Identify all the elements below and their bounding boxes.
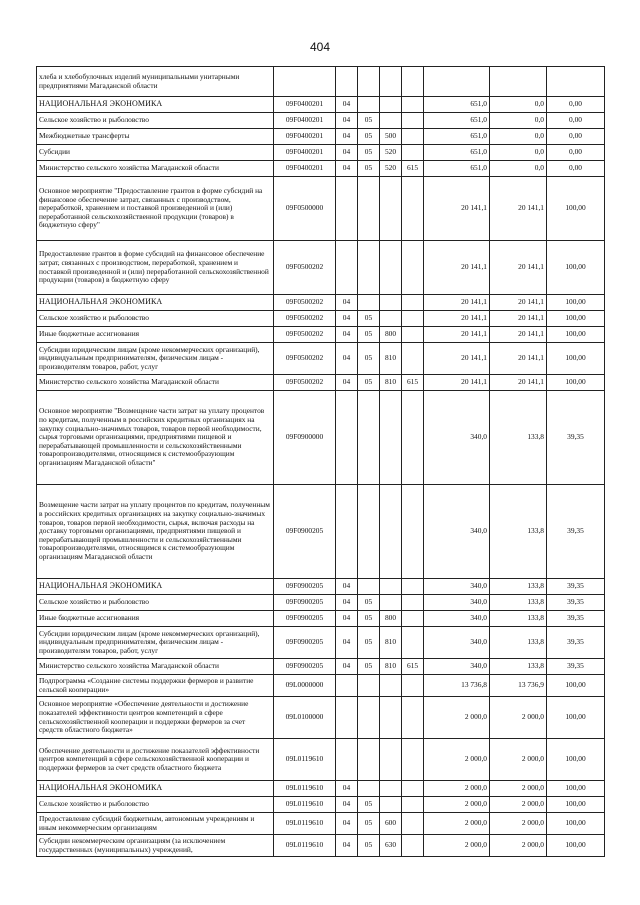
target-article-code-cell: 09F0900000 xyxy=(274,391,336,485)
target-article-code-cell: 09F0900205 xyxy=(274,611,336,627)
subsection-code-cell: 05 xyxy=(358,113,380,129)
section-code-cell: 04 xyxy=(336,327,358,343)
row-name-cell: Сельское хозяйство и рыболовство xyxy=(37,113,274,129)
row-name-cell: Межбюджетные трансферты xyxy=(37,129,274,145)
execution-percent-cell: 100,00 xyxy=(547,675,605,697)
expense-type-code-cell xyxy=(380,675,402,697)
subsection-code-cell: 05 xyxy=(358,659,380,675)
expense-type-code-cell: 810 xyxy=(380,659,402,675)
planned-amount-cell: 340,0 xyxy=(424,391,490,485)
actual-amount-cell: 2 000,0 xyxy=(490,797,547,813)
row-name-cell: НАЦИОНАЛЬНАЯ ЭКОНОМИКА xyxy=(37,781,274,797)
execution-percent-cell: 100,00 xyxy=(547,781,605,797)
section-code-cell: 04 xyxy=(336,659,358,675)
subsection-code-cell: 05 xyxy=(358,129,380,145)
planned-amount-cell: 651,0 xyxy=(424,145,490,161)
subsection-code-cell xyxy=(358,485,380,579)
target-article-code-cell: 09F0400201 xyxy=(274,145,336,161)
table-row xyxy=(37,797,605,813)
row-name-cell: Субсидии юридическим лицам (кроме некоммерческих организаций), индивидуальным предпринимателям, физическим лицам - производителям товаров, работ, услуг xyxy=(37,627,274,659)
target-article-code-cell: 09F0900205 xyxy=(274,579,336,595)
section-code-cell: 04 xyxy=(336,145,358,161)
target-article-code-cell: 09F0500202 xyxy=(274,327,336,343)
row-name-cell: Основное мероприятие "Возмещение части затрат на уплату процентов по кредитам, полученным в российских кредитных организациях на закупку социально-значимых товаров, товаров первой необходимости, сырья торговыми организациями, предприятиями пищевой и перерабатывающей промышленности и сельскохозяйственными товаропроизводителями, относящимся к системообразующим организациям Магаданской области" xyxy=(37,391,274,485)
ministry-code-cell xyxy=(402,675,424,697)
subsection-code-cell: 05 xyxy=(358,797,380,813)
row-name-cell: Субсидии xyxy=(37,145,274,161)
table-row xyxy=(37,739,605,781)
section-code-cell: 04 xyxy=(336,113,358,129)
subsection-code-cell xyxy=(358,391,380,485)
actual-amount-cell: 133,8 xyxy=(490,659,547,675)
ministry-code-cell xyxy=(402,485,424,579)
subsection-code-cell: 05 xyxy=(358,327,380,343)
table-row xyxy=(37,579,605,595)
target-article-code-cell: 09F0500202 xyxy=(274,343,336,375)
planned-amount-cell: 13 736,8 xyxy=(424,675,490,697)
execution-percent-cell: 100,00 xyxy=(547,311,605,327)
subsection-code-cell xyxy=(358,97,380,113)
ministry-code-cell xyxy=(402,129,424,145)
row-name-cell: Субсидии юридическим лицам (кроме некоммерческих организаций), индивидуальным предпринимателям, физическим лицам - производителям товаров, работ, услуг xyxy=(37,343,274,375)
planned-amount-cell: 2 000,0 xyxy=(424,697,490,739)
execution-percent-cell: 100,00 xyxy=(547,697,605,739)
ministry-code-cell: 615 xyxy=(402,659,424,675)
ministry-code-cell xyxy=(402,67,424,97)
row-name-cell: Обеспечение деятельности и достижение показателей эффективности центров компетенций в сфере сельскохозяйственной кооперации и поддержки фермеров за счет средств областного бюджета xyxy=(37,739,274,781)
expense-type-code-cell: 810 xyxy=(380,627,402,659)
planned-amount-cell: 2 000,0 xyxy=(424,835,490,857)
ministry-code-cell xyxy=(402,739,424,781)
actual-amount-cell: 20 141,1 xyxy=(490,295,547,311)
execution-percent-cell: 39,35 xyxy=(547,579,605,595)
actual-amount-cell: 20 141,1 xyxy=(490,177,547,241)
expense-type-code-cell xyxy=(380,391,402,485)
ministry-code-cell xyxy=(402,113,424,129)
ministry-code-cell xyxy=(402,813,424,835)
subsection-code-cell xyxy=(358,241,380,295)
expense-type-code-cell xyxy=(380,739,402,781)
section-code-cell xyxy=(336,67,358,97)
table-row xyxy=(37,311,605,327)
table-row xyxy=(37,391,605,485)
table-row xyxy=(37,611,605,627)
planned-amount-cell: 20 141,1 xyxy=(424,177,490,241)
ministry-code-cell xyxy=(402,781,424,797)
subsection-code-cell: 05 xyxy=(358,161,380,177)
row-name-cell: Министерство сельского хозяйства Магаданской области xyxy=(37,375,274,391)
section-code-cell: 04 xyxy=(336,129,358,145)
expense-type-code-cell: 520 xyxy=(380,145,402,161)
target-article-code-cell: 09F0900205 xyxy=(274,659,336,675)
ministry-code-cell xyxy=(402,697,424,739)
ministry-code-cell xyxy=(402,327,424,343)
table-row xyxy=(37,781,605,797)
ministry-code-cell: 615 xyxy=(402,161,424,177)
section-code-cell xyxy=(336,391,358,485)
budget-table xyxy=(36,66,605,857)
section-code-cell: 04 xyxy=(336,781,358,797)
actual-amount-cell: 20 141,1 xyxy=(490,375,547,391)
expense-type-code-cell: 630 xyxy=(380,835,402,857)
row-name-cell: хлеба и хлебобулочных изделий муниципальными унитарными предприятиями Магаданской области xyxy=(37,67,274,97)
execution-percent-cell: 100,00 xyxy=(547,177,605,241)
subsection-code-cell: 05 xyxy=(358,627,380,659)
actual-amount-cell: 2 000,0 xyxy=(490,813,547,835)
target-article-code-cell: 09F0500202 xyxy=(274,311,336,327)
execution-percent-cell: 100,00 xyxy=(547,739,605,781)
actual-amount-cell: 133,8 xyxy=(490,391,547,485)
table-row xyxy=(37,241,605,295)
planned-amount-cell: 651,0 xyxy=(424,113,490,129)
subsection-code-cell: 05 xyxy=(358,813,380,835)
subsection-code-cell: 05 xyxy=(358,595,380,611)
expense-type-code-cell xyxy=(380,485,402,579)
row-name-cell: Основное мероприятие "Предоставление грантов в форме субсидий на финансовое обеспечение затрат, связанных с производством, переработкой, хранением и поставкой произведенной и (или) переработанной сельскохозяйственной продукции (товаров) в бюджетную сферу" xyxy=(37,177,274,241)
subsection-code-cell xyxy=(358,177,380,241)
execution-percent-cell: 100,00 xyxy=(547,343,605,375)
row-name-cell: Предоставление грантов в форме субсидий на финансовое обеспечение затрат, связанных с производством, переработкой, хранением и поставкой произведенной и (или) переработанной сельскохозяйственной продукции (товаров) в бюджетную сферу xyxy=(37,241,274,295)
actual-amount-cell: 0,0 xyxy=(490,129,547,145)
row-name-cell: Подпрограмма «Создание системы поддержки фермеров и развитие сельской кооперации» xyxy=(37,675,274,697)
table-row xyxy=(37,161,605,177)
table-row xyxy=(37,627,605,659)
actual-amount-cell: 133,8 xyxy=(490,611,547,627)
execution-percent-cell: 100,00 xyxy=(547,295,605,311)
expense-type-code-cell xyxy=(380,797,402,813)
table-row xyxy=(37,113,605,129)
section-code-cell xyxy=(336,697,358,739)
section-code-cell: 04 xyxy=(336,311,358,327)
target-article-code-cell: 09F0400201 xyxy=(274,97,336,113)
ministry-code-cell xyxy=(402,295,424,311)
row-name-cell: Министерство сельского хозяйства Магаданской области xyxy=(37,659,274,675)
expense-type-code-cell: 800 xyxy=(380,327,402,343)
expense-type-code-cell xyxy=(380,177,402,241)
section-code-cell: 04 xyxy=(336,97,358,113)
planned-amount-cell: 340,0 xyxy=(424,595,490,611)
planned-amount-cell: 20 141,1 xyxy=(424,311,490,327)
actual-amount-cell: 0,0 xyxy=(490,97,547,113)
subsection-code-cell xyxy=(358,697,380,739)
ministry-code-cell xyxy=(402,177,424,241)
target-article-code-cell: 09L0119610 xyxy=(274,835,336,857)
planned-amount-cell: 20 141,1 xyxy=(424,327,490,343)
target-article-code-cell: 09F0900205 xyxy=(274,627,336,659)
ministry-code-cell xyxy=(402,343,424,375)
page-number: 404 xyxy=(309,40,331,54)
actual-amount-cell: 133,8 xyxy=(490,595,547,611)
subsection-code-cell xyxy=(358,67,380,97)
planned-amount-cell: 340,0 xyxy=(424,659,490,675)
row-name-cell: Возмещение части затрат на уплату процентов по кредитам, полученным в российских кредитных организациях на закупку социально-значимых товаров, товаров первой необходимости, сырья, включая расходы на доставку торговыми организациями, предприятиями пищевой и перерабатывающей промышленности и сельскохозяйственными товаропроизводителями, относящимся к системообразующим организациям Магаданской области xyxy=(37,485,274,579)
ministry-code-cell xyxy=(402,835,424,857)
expense-type-code-cell: 810 xyxy=(380,375,402,391)
section-code-cell xyxy=(336,675,358,697)
expense-type-code-cell: 600 xyxy=(380,813,402,835)
row-name-cell: НАЦИОНАЛЬНАЯ ЭКОНОМИКА xyxy=(37,295,274,311)
row-name-cell: Иные бюджетные ассигнования xyxy=(37,611,274,627)
section-code-cell: 04 xyxy=(336,835,358,857)
target-article-code-cell: 09F0400201 xyxy=(274,113,336,129)
table-row xyxy=(37,375,605,391)
subsection-code-cell xyxy=(358,781,380,797)
actual-amount-cell: 20 141,1 xyxy=(490,343,547,375)
actual-amount-cell: 0,0 xyxy=(490,145,547,161)
subsection-code-cell: 05 xyxy=(358,343,380,375)
section-code-cell: 04 xyxy=(336,595,358,611)
expense-type-code-cell xyxy=(380,113,402,129)
subsection-code-cell: 05 xyxy=(358,145,380,161)
ministry-code-cell xyxy=(402,241,424,295)
subsection-code-cell xyxy=(358,295,380,311)
execution-percent-cell: 39,35 xyxy=(547,627,605,659)
target-article-code-cell: 09F0500000 xyxy=(274,177,336,241)
actual-amount-cell: 133,8 xyxy=(490,579,547,595)
section-code-cell: 04 xyxy=(336,375,358,391)
planned-amount-cell: 20 141,1 xyxy=(424,295,490,311)
planned-amount-cell: 651,0 xyxy=(424,161,490,177)
target-article-code-cell: 09F0500202 xyxy=(274,375,336,391)
actual-amount-cell: 2 000,0 xyxy=(490,697,547,739)
section-code-cell xyxy=(336,485,358,579)
table-row xyxy=(37,327,605,343)
table-row xyxy=(37,697,605,739)
target-article-code-cell: 09L0119610 xyxy=(274,781,336,797)
table-row xyxy=(37,813,605,835)
row-name-cell: Сельское хозяйство и рыболовство xyxy=(37,797,274,813)
execution-percent-cell: 0,00 xyxy=(547,129,605,145)
section-code-cell xyxy=(336,739,358,781)
planned-amount-cell: 20 141,1 xyxy=(424,343,490,375)
planned-amount-cell: 651,0 xyxy=(424,129,490,145)
subsection-code-cell: 05 xyxy=(358,375,380,391)
planned-amount-cell: 340,0 xyxy=(424,579,490,595)
actual-amount-cell: 20 141,1 xyxy=(490,241,547,295)
ministry-code-cell xyxy=(402,145,424,161)
row-name-cell: Основное мероприятие «Обеспечение деятельности и достижение показателей эффективности центров компетенций в сфере сельскохозяйственной кооперации и поддержки фермеров за счет средств областного бюджета» xyxy=(37,697,274,739)
section-code-cell xyxy=(336,177,358,241)
subsection-code-cell xyxy=(358,675,380,697)
expense-type-code-cell: 520 xyxy=(380,161,402,177)
row-name-cell: Иные бюджетные ассигнования xyxy=(37,327,274,343)
planned-amount-cell: 340,0 xyxy=(424,627,490,659)
table-row xyxy=(37,145,605,161)
actual-amount-cell: 2 000,0 xyxy=(490,835,547,857)
table-row xyxy=(37,295,605,311)
row-name-cell: Предоставление субсидий бюджетным, автономным учреждениям и иным некоммерческим организациям xyxy=(37,813,274,835)
planned-amount-cell: 2 000,0 xyxy=(424,813,490,835)
ministry-code-cell xyxy=(402,627,424,659)
actual-amount-cell xyxy=(490,67,547,97)
ministry-code-cell xyxy=(402,579,424,595)
subsection-code-cell xyxy=(358,579,380,595)
table-row xyxy=(37,97,605,113)
execution-percent-cell: 100,00 xyxy=(547,241,605,295)
section-code-cell: 04 xyxy=(336,813,358,835)
execution-percent-cell: 0,00 xyxy=(547,113,605,129)
planned-amount-cell: 2 000,0 xyxy=(424,781,490,797)
table-row xyxy=(37,485,605,579)
target-article-code-cell: 09L0000000 xyxy=(274,675,336,697)
actual-amount-cell: 0,0 xyxy=(490,161,547,177)
actual-amount-cell: 133,8 xyxy=(490,627,547,659)
execution-percent-cell: 0,00 xyxy=(547,145,605,161)
expense-type-code-cell xyxy=(380,241,402,295)
table-row xyxy=(37,659,605,675)
execution-percent-cell: 39,35 xyxy=(547,611,605,627)
planned-amount-cell: 340,0 xyxy=(424,611,490,627)
target-article-code-cell: 09L0119610 xyxy=(274,797,336,813)
target-article-code-cell: 09F0500202 xyxy=(274,295,336,311)
expense-type-code-cell xyxy=(380,781,402,797)
section-code-cell: 04 xyxy=(336,579,358,595)
expense-type-code-cell: 500 xyxy=(380,129,402,145)
expense-type-code-cell xyxy=(380,97,402,113)
row-name-cell: НАЦИОНАЛЬНАЯ ЭКОНОМИКА xyxy=(37,97,274,113)
execution-percent-cell: 100,00 xyxy=(547,813,605,835)
subsection-code-cell xyxy=(358,739,380,781)
expense-type-code-cell xyxy=(380,595,402,611)
table-row xyxy=(37,129,605,145)
execution-percent-cell: 39,35 xyxy=(547,659,605,675)
actual-amount-cell: 2 000,0 xyxy=(490,739,547,781)
ministry-code-cell xyxy=(402,97,424,113)
section-code-cell: 04 xyxy=(336,611,358,627)
target-article-code-cell: 09L0100000 xyxy=(274,697,336,739)
expense-type-code-cell xyxy=(380,295,402,311)
execution-percent-cell: 39,35 xyxy=(547,485,605,579)
planned-amount-cell: 20 141,1 xyxy=(424,241,490,295)
target-article-code-cell: 09L0119610 xyxy=(274,813,336,835)
planned-amount-cell xyxy=(424,67,490,97)
planned-amount-cell: 20 141,1 xyxy=(424,375,490,391)
planned-amount-cell: 340,0 xyxy=(424,485,490,579)
subsection-code-cell: 05 xyxy=(358,835,380,857)
execution-percent-cell: 39,35 xyxy=(547,595,605,611)
section-code-cell xyxy=(336,241,358,295)
expense-type-code-cell xyxy=(380,697,402,739)
table-body xyxy=(37,67,605,857)
execution-percent-cell: 0,00 xyxy=(547,97,605,113)
table-row xyxy=(37,835,605,857)
row-name-cell: Сельское хозяйство и рыболовство xyxy=(37,311,274,327)
ministry-code-cell xyxy=(402,391,424,485)
row-name-cell: Министерство сельского хозяйства Магаданской области xyxy=(37,161,274,177)
subsection-code-cell: 05 xyxy=(358,311,380,327)
execution-percent-cell: 100,00 xyxy=(547,835,605,857)
table-row xyxy=(37,177,605,241)
actual-amount-cell: 13 736,9 xyxy=(490,675,547,697)
planned-amount-cell: 2 000,0 xyxy=(424,797,490,813)
ministry-code-cell xyxy=(402,611,424,627)
execution-percent-cell: 100,00 xyxy=(547,375,605,391)
table-row xyxy=(37,67,605,97)
target-article-code-cell: 09F0400201 xyxy=(274,161,336,177)
execution-percent-cell: 100,00 xyxy=(547,797,605,813)
target-article-code-cell: 09F0900205 xyxy=(274,485,336,579)
execution-percent-cell: 100,00 xyxy=(547,327,605,343)
expense-type-code-cell xyxy=(380,579,402,595)
ministry-code-cell xyxy=(402,311,424,327)
planned-amount-cell: 651,0 xyxy=(424,97,490,113)
ministry-code-cell: 615 xyxy=(402,375,424,391)
actual-amount-cell: 0,0 xyxy=(490,113,547,129)
table-row xyxy=(37,595,605,611)
expense-type-code-cell xyxy=(380,311,402,327)
execution-percent-cell xyxy=(547,67,605,97)
expense-type-code-cell: 810 xyxy=(380,343,402,375)
actual-amount-cell: 2 000,0 xyxy=(490,781,547,797)
execution-percent-cell: 0,00 xyxy=(547,161,605,177)
section-code-cell: 04 xyxy=(336,343,358,375)
expense-type-code-cell xyxy=(380,67,402,97)
ministry-code-cell xyxy=(402,797,424,813)
section-code-cell: 04 xyxy=(336,295,358,311)
section-code-cell: 04 xyxy=(336,797,358,813)
table-row xyxy=(37,675,605,697)
actual-amount-cell: 20 141,1 xyxy=(490,311,547,327)
target-article-code-cell: 09L0119610 xyxy=(274,739,336,781)
subsection-code-cell: 05 xyxy=(358,611,380,627)
row-name-cell: НАЦИОНАЛЬНАЯ ЭКОНОМИКА xyxy=(37,579,274,595)
ministry-code-cell xyxy=(402,595,424,611)
row-name-cell: Субсидии некоммерческим организациям (за исключением государственных (муниципальных) учреждений, xyxy=(37,835,274,857)
target-article-code-cell xyxy=(274,67,336,97)
section-code-cell: 04 xyxy=(336,627,358,659)
expense-type-code-cell: 800 xyxy=(380,611,402,627)
execution-percent-cell: 39,35 xyxy=(547,391,605,485)
table-row xyxy=(37,343,605,375)
row-name-cell: Сельское хозяйство и рыболовство xyxy=(37,595,274,611)
actual-amount-cell: 20 141,1 xyxy=(490,327,547,343)
target-article-code-cell: 09F0900205 xyxy=(274,595,336,611)
actual-amount-cell: 133,8 xyxy=(490,485,547,579)
target-article-code-cell: 09F0500202 xyxy=(274,241,336,295)
planned-amount-cell: 2 000,0 xyxy=(424,739,490,781)
target-article-code-cell: 09F0400201 xyxy=(274,129,336,145)
section-code-cell: 04 xyxy=(336,161,358,177)
